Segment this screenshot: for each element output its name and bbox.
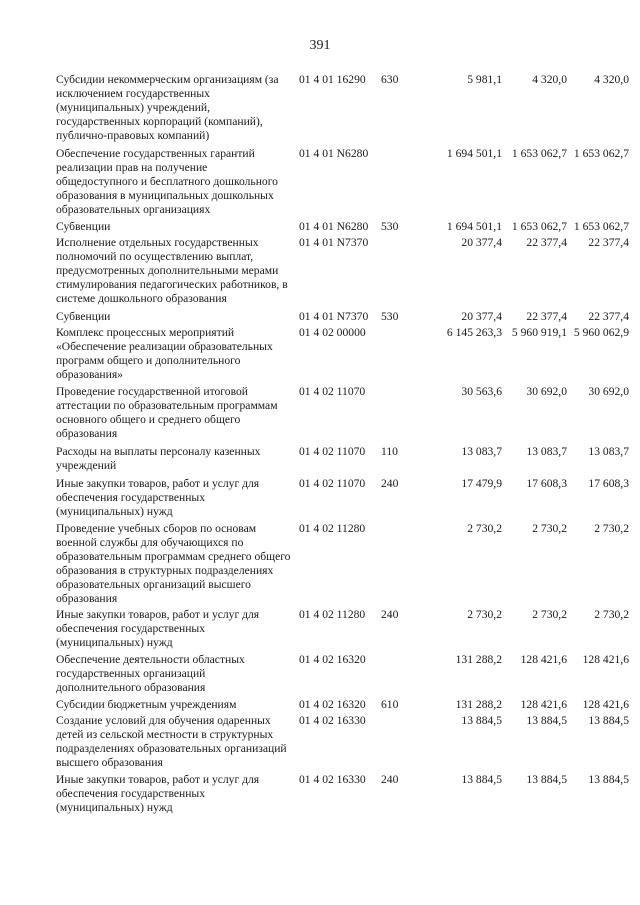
row-amount-year1: 1 694 501,1 [446,147,502,160]
row-code: 01 4 02 11070 [299,477,366,490]
row-name: Иные закупки товаров, работ и услуг для обеспечения государственных (муниципальных) нужд [56,477,260,518]
row-code: 01 4 02 16320 [299,653,366,666]
row-name: Комплекс процессных мероприятий «Обеспечение реализации образовательных программ общего и дополнительного образования» [56,326,273,381]
row-amount-year3: 128 421,6 [582,698,629,711]
row-code: 01 4 01 N7370 [299,236,369,249]
row-expense-type: 630 [381,73,399,86]
row-amount-year2: 1 653 062,7 [511,147,567,160]
row-name: Расходы на выплаты персоналу казенных учреждений [56,445,261,472]
row-amount-year1: 30 563,6 [461,385,502,398]
row-amount-year2: 22 377,4 [526,236,567,249]
row-amount-year3: 30 692,0 [588,385,629,398]
row-amount-year1: 13 083,7 [461,445,502,458]
row-name: Создание условий для обучения одаренных детей из сельской местности в структурных подразделениях образовательных организаций высшего образования [56,714,287,769]
row-amount-year3: 13 083,7 [588,445,629,458]
row-amount-year2: 13 884,5 [526,714,567,727]
row-amount-year2: 4 320,0 [532,73,567,86]
row-amount-year1: 131 288,2 [455,653,502,666]
row-code: 01 4 02 11070 [299,385,366,398]
row-name: Обеспечение деятельности областных государственных организаций дополнительного образования [56,653,245,694]
row-amount-year2: 13 083,7 [526,445,567,458]
row-expense-type: 110 [381,445,398,458]
row-amount-year3: 128 421,6 [582,653,629,666]
row-amount-year2: 5 960 919,1 [511,326,567,339]
row-expense-type: 240 [381,773,399,786]
row-name: Обеспечение государственных гарантий реализации прав на получение общедоступного и бесплатного дошкольного образования в муниципальных дошкольных образовательных организациях [56,147,278,216]
row-amount-year3: 1 653 062,7 [573,220,629,233]
row-amount-year1: 17 479,9 [461,477,502,490]
row-code: 01 4 02 16330 [299,773,366,786]
row-expense-type: 240 [381,608,399,621]
row-amount-year2: 1 653 062,7 [511,220,567,233]
row-amount-year1: 13 884,5 [461,714,502,727]
row-amount-year1: 2 730,2 [467,608,502,621]
row-amount-year1: 20 377,4 [461,310,502,323]
row-code: 01 4 01 N6280 [299,147,369,160]
row-amount-year3: 13 884,5 [588,714,629,727]
row-amount-year2: 2 730,2 [532,608,567,621]
row-amount-year2: 2 730,2 [532,522,567,535]
row-amount-year2: 22 377,4 [526,310,567,323]
row-amount-year3: 2 730,2 [594,522,629,535]
row-code: 01 4 02 16320 [299,698,366,711]
row-amount-year1: 1 694 501,1 [446,220,502,233]
row-code: 01 4 02 11280 [299,608,366,621]
row-amount-year1: 6 145 263,3 [446,326,502,339]
row-amount-year2: 17 608,3 [526,477,567,490]
row-expense-type: 530 [381,220,399,233]
row-amount-year3: 13 884,5 [588,773,629,786]
row-name: Субвенции [56,310,111,323]
row-code: 01 4 02 11280 [299,522,366,535]
row-code: 01 4 02 00000 [299,326,366,339]
row-amount-year3: 5 960 062,9 [573,326,629,339]
row-name: Иные закупки товаров, работ и услуг для обеспечения государственных (муниципальных) нужд [56,608,260,649]
row-expense-type: 610 [381,698,399,711]
row-name: Субвенции [56,220,111,233]
row-amount-year2: 128 421,6 [520,698,567,711]
row-code: 01 4 02 16330 [299,714,366,727]
row-amount-year1: 5 981,1 [467,73,502,86]
row-amount-year2: 128 421,6 [520,653,567,666]
row-amount-year3: 2 730,2 [594,608,629,621]
row-name: Иные закупки товаров, работ и услуг для обеспечения государственных (муниципальных) нужд [56,773,260,814]
row-code: 01 4 01 16290 [299,73,366,86]
page-number: 391 [309,38,331,53]
row-amount-year3: 1 653 062,7 [573,147,629,160]
row-code: 01 4 02 11070 [299,445,366,458]
row-name: Проведение учебных сборов по основам военной службы для обучающихся по образовательным программам среднего общего образования в структурных подразделениях образовательных организаций высшего образования [56,522,291,605]
row-expense-type: 240 [381,477,399,490]
row-amount-year2: 30 692,0 [526,385,567,398]
row-name: Субсидии некоммерческим организациям (за исключением государственных (муниципальных) учреждений, государственных корпораций (компаний), публично-правовых компаний) [56,73,279,142]
row-amount-year2: 13 884,5 [526,773,567,786]
row-amount-year1: 2 730,2 [467,522,502,535]
row-amount-year1: 13 884,5 [461,773,502,786]
row-amount-year1: 131 288,2 [455,698,502,711]
row-amount-year3: 22 377,4 [588,310,629,323]
row-name: Субсидии бюджетным учреждениям [56,698,237,711]
row-amount-year3: 4 320,0 [594,73,629,86]
row-code: 01 4 01 N7370 [299,310,369,323]
row-name: Исполнение отдельных государственных полномочий по осуществлению выплат, предусмотренных дополнительными мерами стимулирования педагогических работников, в системе дошкольного образования [56,236,288,305]
row-amount-year1: 20 377,4 [461,236,502,249]
row-name: Проведение государственной итоговой аттестации по образовательным программам основного общего и среднего общего образования [56,385,278,440]
row-amount-year3: 17 608,3 [588,477,629,490]
row-code: 01 4 01 N6280 [299,220,369,233]
row-amount-year3: 22 377,4 [588,236,629,249]
row-expense-type: 530 [381,310,399,323]
